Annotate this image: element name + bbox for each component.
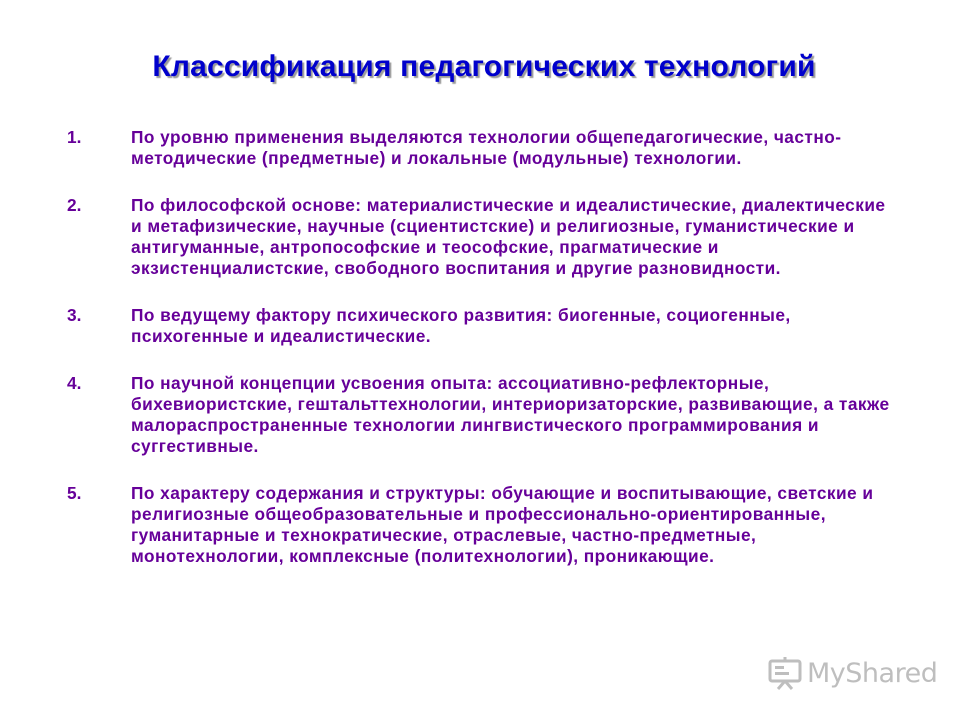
presentation-board-icon <box>767 655 803 691</box>
classification-list <box>0 127 960 593</box>
item-text: По характеру содержания и структуры: обучающие и воспитывающие, светские и религиозные общеобразовательные и профессионально-ориентированные, гуманитарные и технократические, отраслевые, частно-предметные, монотехнологии, комплексные (политехнологии), проникающие. <box>131 483 874 566</box>
list-item <box>0 305 960 347</box>
list-item <box>0 483 960 567</box>
item-number: 2. <box>67 195 82 215</box>
item-number: 5. <box>67 483 82 503</box>
watermark-text: MyShared <box>807 657 938 689</box>
item-text: По научной концепции усвоения опыта: ассоциативно-рефлекторные, бихевиористские, гештальттехнологии, интериоризаторские, развивающие, а также малораспространенные технологии лингвистического программирования и суггестивные. <box>131 373 890 456</box>
list-item <box>0 373 960 457</box>
list-item <box>0 127 960 169</box>
item-text: По уровню применения выделяются технологии общепедагогические, частно-методические (предметные) и локальные (модульные) технологии. <box>131 127 842 168</box>
item-text: По философской основе: материалистические и идеалистические, диалектические и метафизические, научные (сциентистские) и религиозные, гуманистические и антигуманные, антропософские и теософские, прагматические и экзистенциалистские, свободного воспитания и другие разновидности. <box>131 195 886 278</box>
watermark <box>767 655 937 691</box>
item-number: 4. <box>67 373 82 393</box>
item-number: 1. <box>67 127 82 147</box>
list-item <box>0 195 960 279</box>
item-text: По ведущему фактору психического развития: биогенные, социогенные, психогенные и идеалистические. <box>131 305 791 346</box>
item-number: 3. <box>67 305 82 325</box>
slide-title: Классификация педагогических технологий <box>152 50 816 83</box>
